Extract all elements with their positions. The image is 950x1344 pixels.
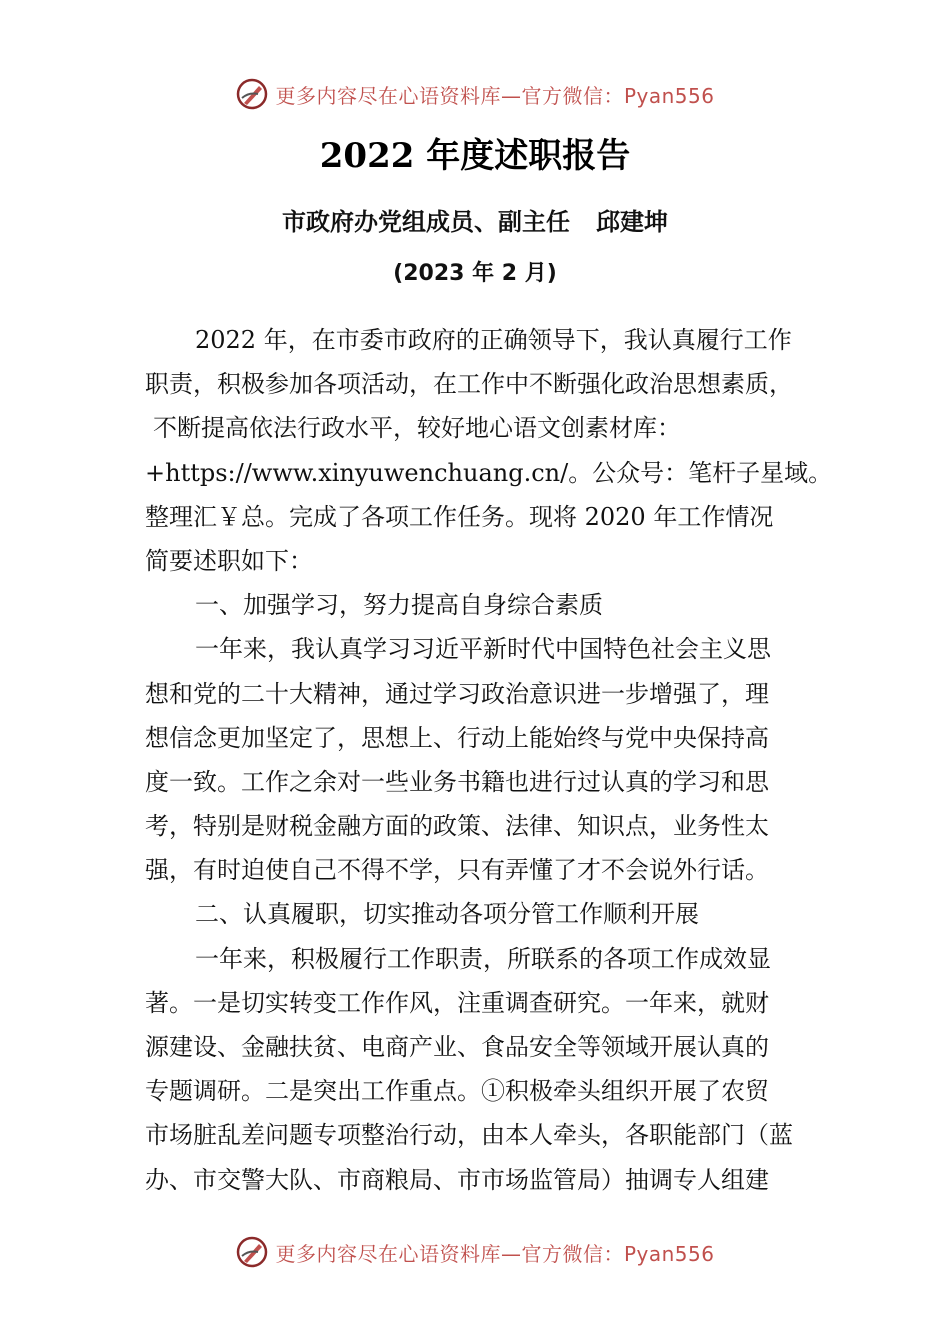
- document-date: (2023 年 2 月): [393, 261, 557, 286]
- body-line: 源建设、金融扶贫、电商产业、食品安全等领域开展认真的: [145, 1033, 769, 1061]
- body-line: 一年来，我认真学习习近平新时代中国特色社会主义思: [195, 635, 771, 664]
- document-title: 2022 年度述职报告: [319, 136, 631, 176]
- body-line: 市场脏乱差问题专项整治行动，由本人牵头，各职能部门（蓝: [145, 1121, 793, 1150]
- section-heading: 一、加强学习，努力提高自身综合素质: [195, 591, 603, 620]
- body-line: 想信念更加坚定了，思想上、行动上能始终与党中央保持高: [145, 723, 769, 752]
- pen-logo-icon: [235, 1235, 269, 1269]
- watermark-footer: [0, 1230, 950, 1274]
- watermark-text: 更多内容尽在心语资料库—官方微信：Pyan556: [275, 1241, 715, 1266]
- body-line: +https://www.xinyuwenchuang.cn/。公众号：笔杆子星域。: [145, 458, 833, 487]
- author-name: 邱建坤: [596, 208, 668, 236]
- body-line: 度一致。工作之余对一些业务书籍也进行过认真的学习和思: [145, 767, 769, 796]
- body-line: 强，有时迫使自己不得不学，只有弄懂了才不会说外行话。: [145, 856, 769, 885]
- pen-logo-icon: [235, 77, 269, 111]
- body-line: 2022 年，在市委市政府的正确领导下，我认真履行工作: [195, 326, 792, 354]
- author-position: 市政府办党组成员、副主任: [282, 208, 570, 236]
- body-line: 不断提高依法行政水平，较好地心语文创素材库：: [153, 414, 681, 443]
- body-line: 考，特别是财税金融方面的政策、法律、知识点，业务性太: [145, 812, 769, 841]
- body-line: 整理汇￥总。完成了各项工作任务。现将 2020 年工作情况: [145, 502, 774, 531]
- body-line: 专题调研。二是突出工作重点。①积极牵头组织开展了农贸: [145, 1077, 769, 1106]
- watermark-header: [0, 72, 950, 116]
- body-line: 职责，积极参加各项活动，在工作中不断强化政治思想素质，: [145, 370, 793, 399]
- document-subtitle: [0, 202, 950, 237]
- body-line: 办、市交警大队、市商粮局、市市场监管局）抽调专人组建: [145, 1165, 769, 1194]
- watermark-text: 更多内容尽在心语资料库—官方微信：Pyan556: [275, 83, 715, 108]
- body-line: 著。一是切实转变工作作风，注重调查研究。一年来，就财: [145, 988, 769, 1017]
- body-line: 一年来，积极履行工作职责，所联系的各项工作成效显: [195, 944, 771, 973]
- body-line: 想和党的二十大精神，通过学习政治意识进一步增强了，理: [145, 679, 769, 708]
- body-line: 简要述职如下：: [145, 546, 313, 575]
- document-body: [145, 318, 833, 1202]
- section-heading: 二、认真履职，切实推动各项分管工作顺利开展: [195, 900, 699, 929]
